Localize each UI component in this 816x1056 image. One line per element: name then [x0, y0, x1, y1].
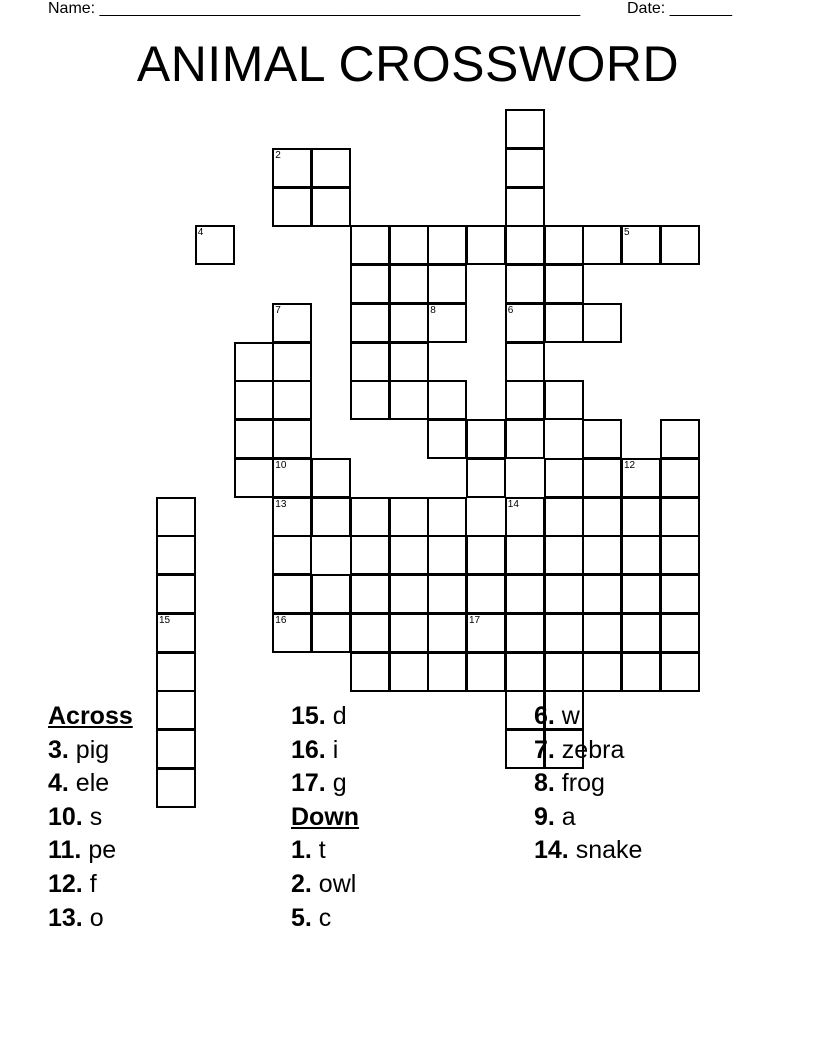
clue-item [48, 734, 133, 768]
crossword-cell[interactable] [427, 264, 467, 304]
crossword-cell[interactable] [466, 652, 506, 692]
clue-item [48, 834, 133, 868]
crossword-cell[interactable] [505, 497, 545, 537]
clue-item-text: g [325, 769, 347, 798]
crossword-cell[interactable] [544, 225, 584, 265]
crossword-cell[interactable] [272, 303, 312, 343]
crossword-cell[interactable] [427, 574, 467, 614]
crossword-cell[interactable] [582, 613, 622, 653]
crossword-cell[interactable] [582, 535, 622, 575]
crossword-cell[interactable] [156, 652, 196, 692]
clue-item-text: d [325, 702, 347, 730]
crossword-cell[interactable] [272, 535, 312, 575]
crossword-cell[interactable] [389, 574, 429, 614]
crossword-cell[interactable] [660, 225, 700, 265]
crossword-cell[interactable] [350, 380, 390, 420]
clue-number: 12 [624, 459, 636, 471]
crossword-cell[interactable] [350, 497, 390, 537]
clue-item-number: 2. [291, 869, 312, 898]
crossword-cell[interactable] [505, 225, 545, 265]
crossword-cell[interactable] [505, 613, 545, 653]
crossword-cell[interactable] [272, 148, 312, 188]
crossword-cell[interactable] [544, 574, 584, 614]
crossword-cell[interactable] [582, 497, 622, 537]
clue-number: 6 [507, 304, 514, 316]
page-title: ANIMAL CROSSWORD [136, 36, 680, 92]
crossword-cell[interactable] [156, 690, 196, 730]
crossword-cell[interactable] [389, 535, 429, 575]
crossword-cell[interactable] [389, 303, 429, 343]
crossword-cell[interactable] [505, 535, 545, 575]
crossword-cell[interactable] [350, 574, 390, 614]
crossword-cell[interactable] [272, 187, 312, 227]
clue-number: 2 [275, 149, 281, 161]
crossword-cell[interactable] [505, 187, 545, 227]
crossword-cell[interactable] [234, 458, 274, 498]
crossword-cell[interactable] [660, 652, 700, 692]
clue-number: 14 [507, 498, 519, 510]
crossword-cell[interactable] [544, 303, 584, 343]
crossword-cell[interactable] [660, 419, 700, 459]
clue-item-number: 1. [291, 836, 312, 865]
clue-item-number: 17. [291, 769, 326, 798]
clue-column-1 [48, 700, 133, 935]
clue-item-number: 10. [48, 802, 83, 831]
crossword-cell[interactable] [272, 380, 312, 420]
clue-item-number: 5. [291, 903, 312, 932]
crossword-cell[interactable] [350, 535, 390, 575]
clue-column-3 [534, 700, 642, 868]
crossword-cell[interactable] [660, 574, 700, 614]
clue-item-text: o [82, 903, 104, 932]
crossword-cell[interactable] [156, 497, 196, 537]
crossword-cell[interactable] [621, 225, 661, 265]
crossword-cell[interactable] [660, 535, 700, 575]
clue-item [48, 902, 133, 936]
crossword-cell[interactable] [466, 225, 506, 265]
crossword-cell[interactable] [234, 342, 274, 382]
crossword-cell[interactable] [621, 652, 661, 692]
crossword-cell[interactable] [582, 458, 622, 498]
clue-number: 17 [469, 614, 481, 626]
clue-item-text: t [311, 836, 326, 865]
crossword-cell[interactable] [505, 574, 545, 614]
crossword-cell[interactable] [544, 652, 584, 692]
clue-item-number: 14. [534, 836, 569, 865]
date-field-label: Date: _______ [627, 0, 732, 17]
crossword-cell[interactable] [466, 613, 506, 653]
clue-number: 13 [275, 498, 287, 510]
down-heading: Down [291, 802, 360, 831]
clue-item-number: 16. [291, 735, 326, 764]
clue-item-text: pig [68, 735, 110, 764]
clue-item-text: frog [554, 769, 605, 798]
crossword-cell[interactable] [582, 303, 622, 343]
clue-item-number: 8. [534, 769, 555, 798]
crossword-cell[interactable] [544, 458, 584, 498]
clue-item [48, 801, 133, 835]
crossword-cell[interactable] [582, 574, 622, 614]
crossword-cell[interactable] [156, 574, 196, 614]
clue-item-number: 4. [48, 769, 69, 798]
crossword-cell[interactable] [389, 652, 429, 692]
crossword-cell[interactable] [427, 613, 467, 653]
clue-item-number: 13. [48, 903, 83, 932]
clue-item [534, 767, 642, 801]
crossword-cell[interactable] [621, 613, 661, 653]
crossword-cell[interactable] [156, 768, 196, 808]
crossword-cell[interactable] [427, 225, 467, 265]
crossword-cell[interactable] [427, 419, 467, 459]
crossword-cell[interactable] [350, 303, 390, 343]
crossword-cell[interactable] [311, 613, 351, 653]
clue-number: 7 [275, 304, 281, 316]
crossword-cell[interactable] [621, 574, 661, 614]
clue-item-number: 7. [534, 735, 555, 764]
crossword-cell[interactable] [505, 342, 545, 382]
crossword-cell[interactable] [311, 497, 351, 537]
crossword-cell[interactable] [660, 613, 700, 653]
crossword-cell[interactable] [427, 380, 467, 420]
crossword-cell[interactable] [544, 613, 584, 653]
clue-item-text: i [325, 735, 339, 764]
clue-item-text: a [554, 802, 576, 831]
crossword-cell[interactable] [621, 458, 661, 498]
clue-number: 8 [430, 304, 436, 316]
crossword-cell[interactable] [582, 652, 622, 692]
clue-number: 4 [197, 227, 204, 239]
crossword-cell[interactable] [272, 574, 312, 614]
crossword-cell[interactable] [466, 535, 506, 575]
crossword-cell[interactable] [350, 225, 390, 265]
crossword-cell[interactable] [582, 419, 622, 459]
crossword-cell[interactable] [427, 535, 467, 575]
clue-number: 15 [159, 614, 171, 626]
clue-item-text: c [311, 903, 332, 932]
crossword-cell[interactable] [544, 497, 584, 537]
clue-number: 16 [275, 614, 287, 626]
crossword-cell[interactable] [505, 264, 545, 304]
clue-item-number: 12. [48, 869, 83, 898]
clue-item-number: 9. [534, 802, 555, 831]
crossword-cell[interactable] [427, 497, 467, 537]
clue-item [291, 902, 359, 936]
crossword-cell[interactable] [234, 419, 274, 459]
clue-item [48, 868, 133, 902]
crossword-cell[interactable] [311, 574, 351, 614]
clue-item-text: owl [311, 869, 357, 898]
crossword-cell[interactable] [544, 380, 584, 420]
crossword-cell[interactable] [466, 419, 506, 459]
crossword-cell[interactable] [621, 535, 661, 575]
crossword-cell[interactable] [466, 574, 506, 614]
clue-item [534, 834, 642, 868]
crossword-cell[interactable] [505, 419, 545, 459]
clue-item-number: 11. [48, 836, 82, 865]
crossword-cell[interactable] [350, 264, 390, 304]
clue-item [291, 868, 359, 902]
name-field-label: Name: ______________________________________________________ [48, 0, 581, 17]
clue-item-number: 15. [291, 702, 326, 730]
crossword-cell[interactable] [660, 458, 700, 498]
clue-item-text: s [82, 802, 103, 831]
crossword-cell[interactable] [544, 535, 584, 575]
crossword-cell[interactable] [389, 342, 429, 382]
crossword-cell[interactable] [505, 380, 545, 420]
crossword-cell[interactable] [156, 729, 196, 769]
crossword-cell[interactable] [311, 458, 351, 498]
crossword-cell[interactable] [389, 225, 429, 265]
crossword-cell[interactable] [156, 535, 196, 575]
clue-item [291, 700, 359, 734]
crossword-cell[interactable] [311, 187, 351, 227]
clue-item-text: ele [68, 769, 110, 798]
clue-number: 5 [624, 227, 630, 239]
clue-item-text: f [82, 869, 97, 898]
clue-item-text: w [554, 702, 580, 730]
clue-item [48, 767, 133, 801]
crossword-cell[interactable] [389, 497, 429, 537]
crossword-cell[interactable] [272, 458, 312, 498]
crossword-cell[interactable] [505, 109, 545, 149]
clue-item [291, 767, 359, 801]
crossword-cell[interactable] [234, 380, 274, 420]
crossword-cell[interactable] [272, 419, 312, 459]
clue-item [291, 834, 359, 868]
crossword-cell[interactable] [272, 497, 312, 537]
crossword-cell[interactable] [272, 613, 312, 653]
crossword-cell[interactable] [350, 342, 390, 382]
clue-item [534, 801, 642, 835]
crossword-cell[interactable] [389, 613, 429, 653]
crossword-cell[interactable] [389, 380, 429, 420]
crossword-cell[interactable] [544, 264, 584, 304]
clue-item-text: pe [81, 836, 117, 865]
crossword-cell[interactable] [427, 652, 467, 692]
crossword-cell[interactable] [505, 652, 545, 692]
clue-item-number: 6. [534, 702, 555, 730]
crossword-cell[interactable] [195, 225, 235, 265]
clue-item-text: snake [568, 836, 643, 865]
crossword-cell[interactable] [389, 264, 429, 304]
across-heading: Across [48, 702, 133, 730]
crossword-cell[interactable] [466, 458, 506, 498]
crossword-cell[interactable] [660, 497, 700, 537]
clue-item-text: zebra [554, 735, 625, 764]
crossword-cell[interactable] [350, 652, 390, 692]
crossword-cell[interactable] [156, 613, 196, 653]
crossword-cell[interactable] [505, 303, 545, 343]
clue-number: 10 [275, 459, 287, 471]
crossword-cell[interactable] [311, 148, 351, 188]
crossword-cell[interactable] [582, 225, 622, 265]
clue-item [534, 734, 642, 768]
crossword-cell[interactable] [350, 613, 390, 653]
clue-item [534, 700, 642, 734]
crossword-cell[interactable] [505, 148, 545, 188]
clue-column-2 [291, 700, 359, 935]
clue-item-number: 3. [48, 735, 69, 764]
crossword-cell[interactable] [427, 303, 467, 343]
clue-item [291, 734, 359, 768]
crossword-cell[interactable] [272, 342, 312, 382]
crossword-cell[interactable] [621, 497, 661, 537]
